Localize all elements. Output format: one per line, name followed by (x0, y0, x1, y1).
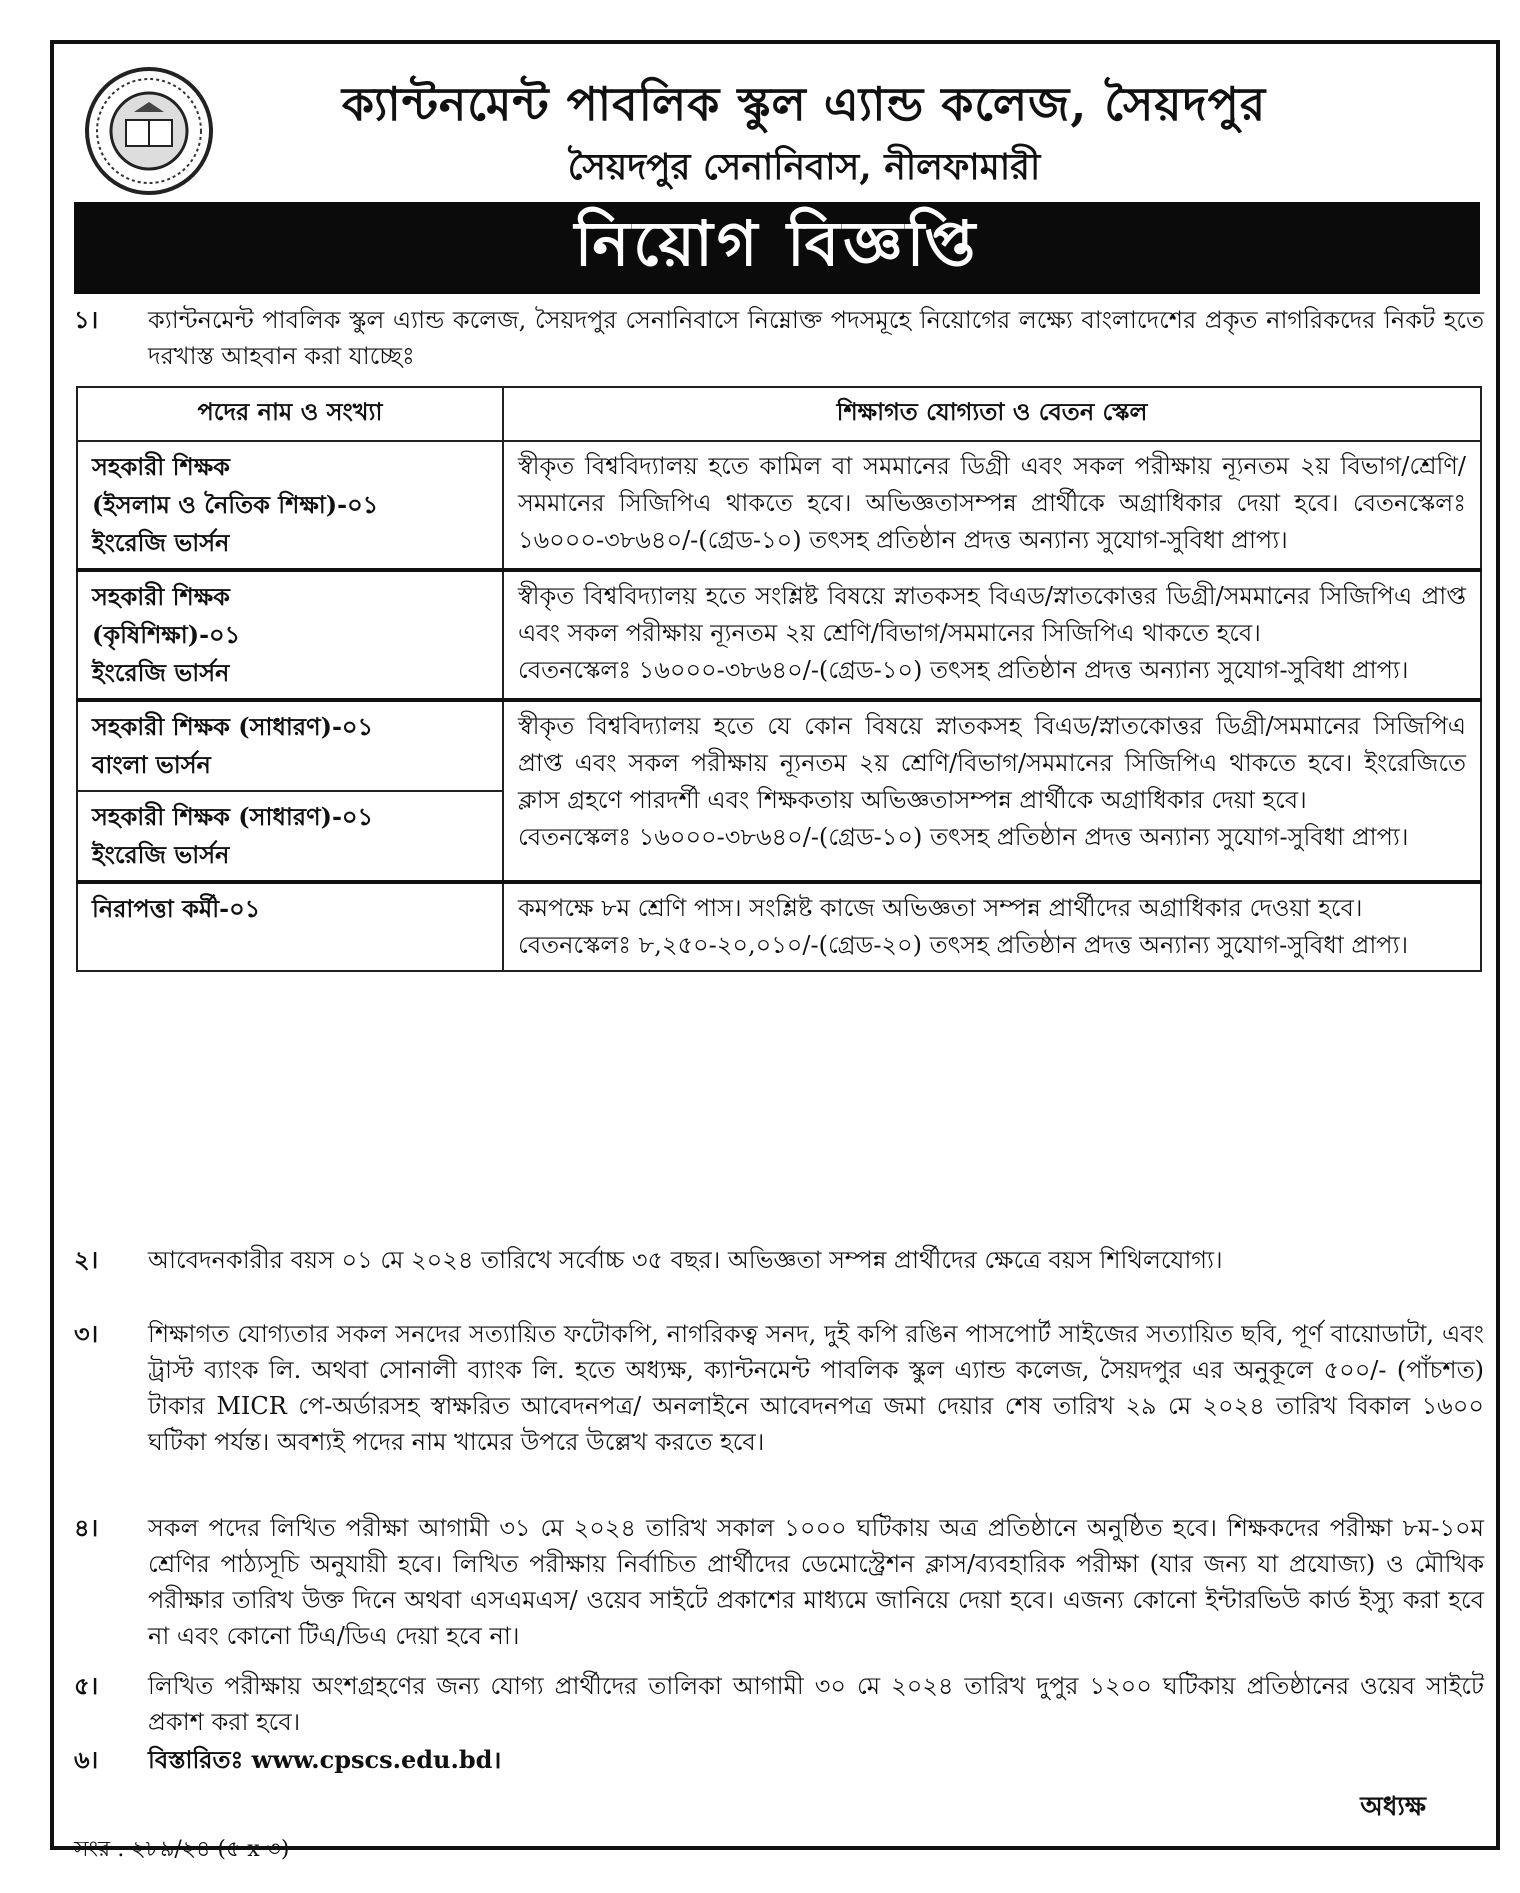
salary-text: বেতনস্কেলঃ ৮,২৫০-২০,০১০/-(গ্রেড-২০) তৎসহ প্রতিষ্ঠান প্রদত্ত অন্যান্য সুযোগ-সুবিধা প্রাপ্য। (518, 931, 1409, 959)
posts-table (76, 386, 1482, 972)
paragraph-candidate-list (74, 1668, 1484, 1740)
college-address: সৈয়দপুর সেনানিবাস, নীলফামারী (567, 146, 1041, 188)
requirement-text: স্বীকৃত বিশ্ববিদ্যালয় হতে কামিল বা সমমানের ডিগ্রী এবং সকল পরীক্ষায় ন্যূনতম ২য় বিভাগ/শ্রেণি/সমমানের সিজিপিএ থাকতে হবে। অভিজ্ঞতাসম্পন্ন প্রার্থীকে অগ্রাধিকার দেয়া হবে। বেতনস্কেলঃ ১৬০০০-৩৮৬৪০/-(গ্রেড-১০) তৎসহ প্রতিষ্ঠান প্রদত্ত অন্যান্য সুযোগ-সুবিধা প্রাপ্য। (518, 452, 1466, 554)
paragraph-exam (74, 1510, 1484, 1654)
table-header-row (77, 387, 1481, 441)
post-line: নিরাপত্তা কর্মী-০১ (92, 894, 261, 923)
post-line: (ইসলাম ও নৈতিক শিক্ষা)-০১ (92, 490, 379, 519)
website-link[interactable]: বিস্তারিতঃ www.cpscs.edu.bd। (148, 1745, 502, 1774)
paragraph-number: ৫। (74, 1671, 99, 1700)
post-cell (77, 700, 503, 882)
post-cell (77, 570, 503, 700)
paragraph-number: ৩। (74, 1319, 99, 1348)
post-group-english (78, 792, 502, 880)
notice-frame (50, 40, 1500, 1862)
post-line: বাংলা ভার্সন (92, 750, 211, 779)
requirement-text: কমপক্ষে ৮ম শ্রেণি পাস। সংশ্লিষ্ট কাজে অভিজ্ঞতা সম্পন্ন প্রার্থীদের অগ্রাধিকার দেওয়া হবে। (518, 894, 1363, 922)
post-line: সহকারী শিক্ষক (সাধারণ)-০১ (92, 802, 374, 831)
paragraph-number: ১। (74, 305, 99, 334)
post-line: সহকারী শিক্ষক (সাধারণ)-০১ (92, 712, 374, 741)
column-header-post: পদের নাম ও সংখ্যা (77, 387, 503, 441)
paragraph-number: ২। (74, 1245, 99, 1274)
post-cell (77, 882, 503, 971)
requirement-cell (503, 570, 1481, 700)
requirement-text: স্বীকৃত বিশ্ববিদ্যালয় হতে সংশ্লিষ্ট বিষয়ে স্নাতকসহ বিএড/স্নাতকোত্তর ডিগ্রী/সমমানের সিজিপিএ প্রাপ্ত এবং সকল পরীক্ষায় ন্যূনতম ২য় শ্রেণি/বিভাগ/সমমানের সিজিপিএ থাকতে হবে। (518, 582, 1466, 647)
paragraph-text: ক্যান্টনমেন্ট পাবলিক স্কুল এ্যান্ড কলেজ, সৈয়দপুর সেনানিবাসে নিম্নোক্ত পদসমূহে নিয়োগের লক্ষ্যে বাংলাদেশের প্রকৃত নাগরিকদের নিকট হতে দরখাস্ত আহবান করা যাচ্ছেঃ (148, 306, 1484, 370)
reference-number: সংর : ২৮৯/২৪ (৫ x ৩) (74, 1837, 290, 1862)
principal-signature: অধ্যক্ষ (1360, 1792, 1426, 1822)
notice-title: নিয়োগ বিজ্ঞপ্তি (574, 206, 980, 280)
college-name: ক্যান্টনমেন্ট পাবলিক স্কুল এ্যান্ড কলেজ, সৈয়দপুর (341, 77, 1267, 131)
post-line: ইংরেজি ভার্সন (92, 840, 230, 869)
paragraph-text: শিক্ষাগত যোগ্যতার সকল সনদের সত্যায়িত ফটোকপি, নাগরিকত্ব সনদ, দুই কপি রঙিন পাসপোর্ট সাইজের সত্যায়িত ছবি, পূর্ণ বায়োডাটা, এবং ট্রাস্ট ব্যাংক লি. অথবা সোনালী ব্যাংক লি. হতে অধ্যক্ষ, ক্যান্টনমেন্ট পাবলিক স্কুল এ্যান্ড কলেজ, সৈয়দপুর এর অনুকূলে ৫০০/- (পাঁচশত) টাকার MICR পে-অর্ডারসহ স্বাক্ষরিত আবেদনপত্র/ অনলাইনে আবেদনপত্র জমা দেয়ার শেষ তারিখ ২৯ মে ২০২৪ তারিখ বিকাল ১৬০০ ঘটিকা পর্যন্ত। অবশ্যই পদের নাম খামের উপরে উল্লেখ করতে হবে। (148, 1320, 1484, 1456)
table-row (77, 700, 1481, 882)
table-row (77, 882, 1481, 971)
intro-paragraph (74, 302, 1484, 374)
salary-text: বেতনস্কেলঃ ১৬০০০-৩৮৬৪০/-(গ্রেড-১০) তৎসহ প্রতিষ্ঠান প্রদত্ত অন্যান্য সুযোগ-সুবিধা প্রাপ্য। (518, 823, 1409, 851)
column-header-qualification: শিক্ষাগত যোগ্যতা ও বেতন স্কেল (503, 387, 1481, 441)
requirement-cell (503, 700, 1481, 882)
post-line: সহকারী শিক্ষক (92, 452, 230, 481)
paragraph-number: ৪। (74, 1513, 99, 1542)
post-cell (77, 441, 503, 570)
post-line: ইংরেজি ভার্সন (92, 658, 230, 687)
paragraph-text: সকল পদের লিখিত পরীক্ষা আগামী ৩১ মে ২০২৪ তারিখ সকাল ১০০০ ঘটিকায় অত্র প্রতিষ্ঠানে অনুষ্ঠিত হবে। শিক্ষকদের পরীক্ষা ৮ম-১০ম শ্রেণির পাঠ্যসূচি অনুযায়ী হবে। লিখিত পরীক্ষায় নির্বাচিত প্রার্থীদের ডেমোস্ট্রেশন ক্লাস/ব্যবহারিক পরীক্ষা (যার জন্য যা প্রযোজ্য) ও মৌখিক পরীক্ষার তারিখ উক্ত দিনে অথবা এসএমএস/ ওয়েব সাইটে প্রকাশের মাধ্যমে জানিয়ে দেয়া হবে। এজন্য কোনো ইন্টারভিউ কার্ড ইস্যু করা হবে না এবং কোনো টিএ/ডিএ দেয়া হবে না। (148, 1514, 1484, 1650)
post-line: সহকারী শিক্ষক (92, 582, 230, 611)
notice-header (54, 44, 1496, 204)
salary-text: বেতনস্কেলঃ ১৬০০০-৩৮৬৪০/-(গ্রেড-১০) তৎসহ প্রতিষ্ঠান প্রদত্ত অন্যান্য সুযোগ-সুবিধা প্রাপ্য। (518, 656, 1409, 684)
paragraph-number: ৬। (74, 1745, 99, 1774)
post-group-bangla (78, 702, 502, 792)
paragraph-age (74, 1242, 1484, 1278)
college-seal-icon (84, 66, 214, 196)
requirement-cell (503, 441, 1481, 570)
requirement-text: স্বীকৃত বিশ্ববিদ্যালয় হতে যে কোন বিষয়ে স্নাতকসহ বিএড/স্নাতকোত্তর ডিগ্রী/সমমানের সিজিপিএ প্রাপ্ত এবং সকল পরীক্ষায় ন্যূনতম ২য় শ্রেণি/বিভাগ/সমমানের সিজিপিএ থাকতে হবে। ইংরেজিতে ক্লাস গ্রহণে পারদর্শী এবং শিক্ষকতায় অভিজ্ঞতাসম্পন্ন প্রার্থীকে অগ্রাধিকার দেয়া হবে। (518, 712, 1466, 814)
requirement-cell (503, 882, 1481, 971)
post-line: (কৃষিশিক্ষা)-০১ (92, 620, 241, 649)
table-row (77, 441, 1481, 570)
paragraph-text: লিখিত পরীক্ষায় অংশগ্রহণের জন্য যোগ্য প্রার্থীদের তালিকা আগামী ৩০ মে ২০২৪ তারিখ দুপুর ১২০০ ঘটিকায় প্রতিষ্ঠানের ওয়েব সাইটে প্রকাশ করা হবে। (148, 1672, 1484, 1736)
paragraph-documents (74, 1316, 1484, 1460)
table-row (77, 570, 1481, 700)
post-line: ইংরেজি ভার্সন (92, 528, 230, 557)
paragraph-details (74, 1742, 1484, 1778)
paragraph-text: আবেদনকারীর বয়স ০১ মে ২০২৪ তারিখে সর্বোচ্চ ৩৫ বছর। অভিজ্ঞতা সম্পন্ন প্রার্থীদের ক্ষেত্রে বয়স শিথিলযোগ্য। (148, 1246, 1223, 1274)
notice-banner (74, 202, 1480, 294)
